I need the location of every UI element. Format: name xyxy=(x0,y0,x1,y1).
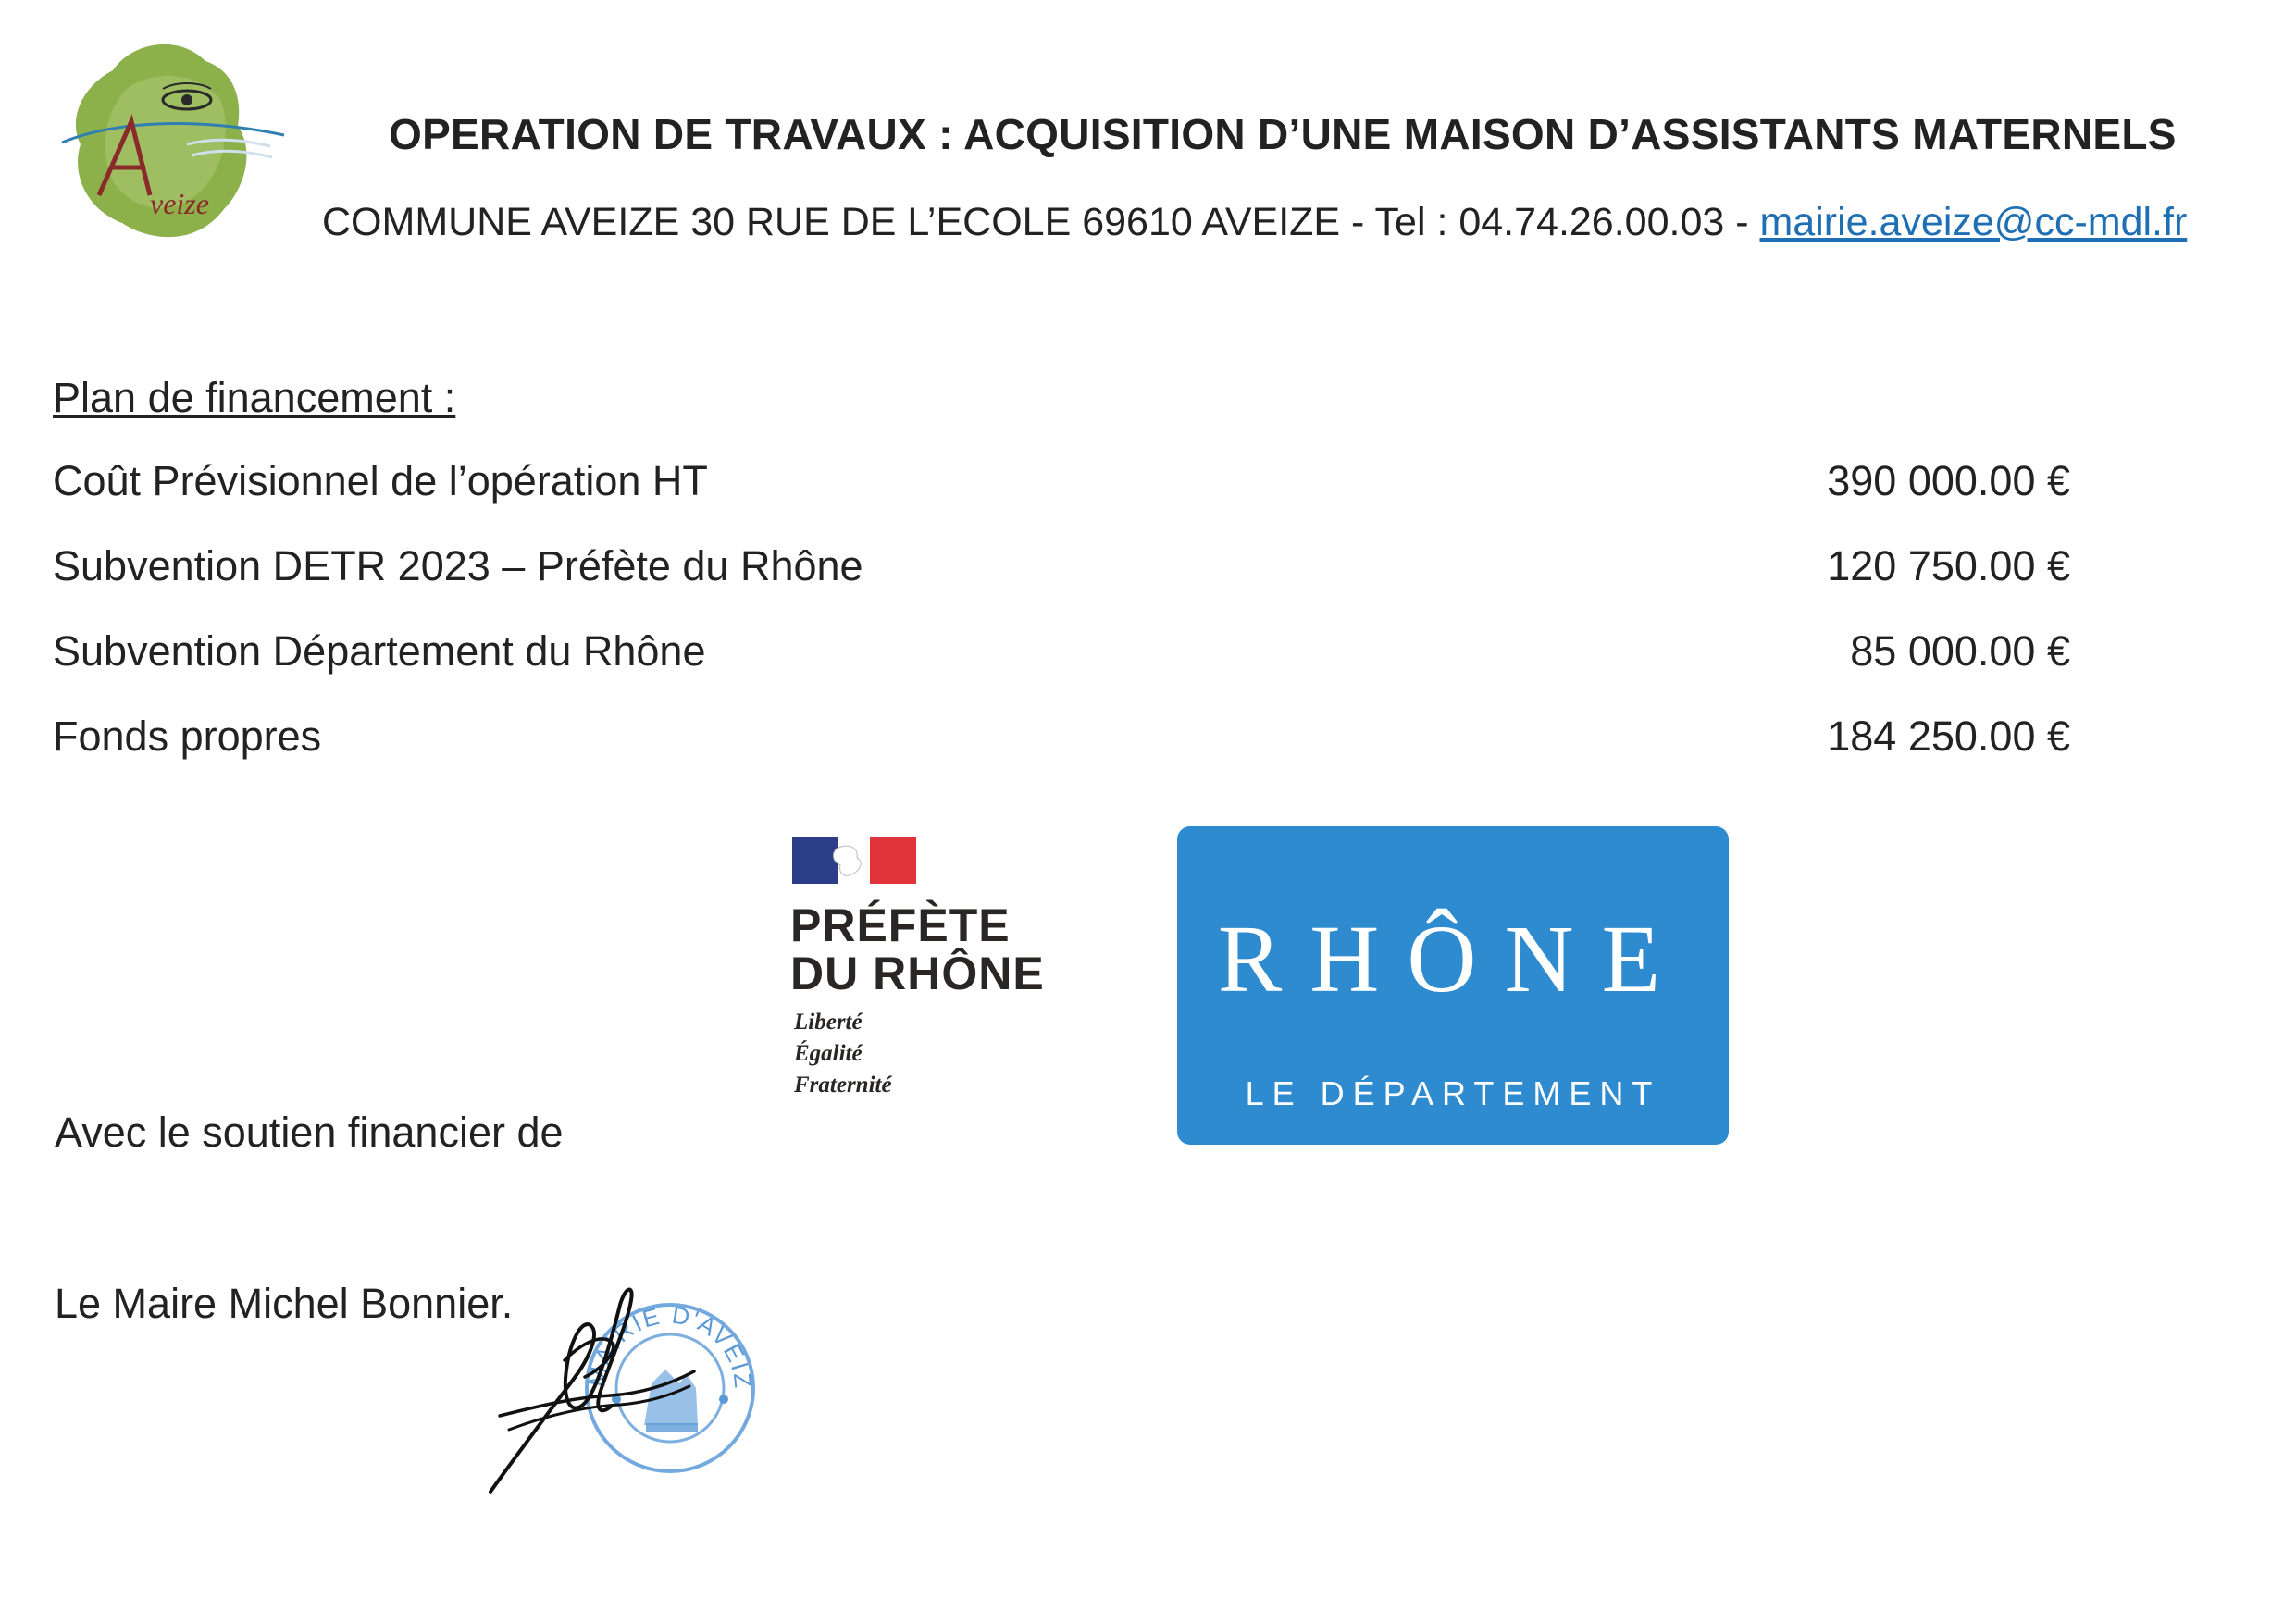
rhone-word: RHÔNE xyxy=(1217,906,1689,1012)
prefete-line1: PRÉFÈTE xyxy=(790,899,1011,951)
handwritten-signature xyxy=(481,1277,796,1499)
svg-text:MAIRIE D'AVEIZE: MAIRIE D'AVEIZ xyxy=(582,1300,758,1391)
rhone-departement-logo xyxy=(1177,826,1729,1145)
motto-egalite: Égalité xyxy=(794,1041,863,1066)
financing-row xyxy=(53,542,2070,598)
marianne-flag-icon xyxy=(792,837,916,884)
aveize-logo xyxy=(57,33,289,246)
document-title: OPERATION DE TRAVAUX : ACQUISITION D’UNE MAISON D’ASSISTANTS MATERNELS xyxy=(389,110,2177,158)
rhone-subtitle: LE DÉPARTEMENT xyxy=(1245,1074,1661,1112)
support-text: Avec le soutien financier de xyxy=(55,1109,564,1156)
commune-address xyxy=(322,200,2228,245)
financing-row xyxy=(53,627,2070,683)
financing-row xyxy=(53,457,2070,513)
row-label: Subvention Département du Rhône xyxy=(53,627,706,675)
row-amount: 120 750.00 € xyxy=(1827,542,2070,589)
row-label: Fonds propres xyxy=(53,713,322,760)
prefete-logo xyxy=(787,837,1064,1115)
svg-text:veize: veize xyxy=(150,187,209,220)
row-amount: 184 250.00 € xyxy=(1827,713,2070,760)
row-amount: 390 000.00 € xyxy=(1827,457,2070,504)
financing-row xyxy=(53,713,2070,768)
address-text: COMMUNE AVEIZE 30 RUE DE L’ECOLE 69610 AVEIZE - Tel : 04.74.26.00.03 - xyxy=(322,200,1760,244)
row-amount: 85 000.00 € xyxy=(1850,627,2070,675)
mayor-signature-line: Le Maire Michel Bonnier. xyxy=(55,1280,514,1327)
row-label: Subvention DETR 2023 – Préfète du Rhône xyxy=(53,542,863,589)
motto-fraternite: Fraternité xyxy=(794,1072,892,1097)
row-label: Coût Prévisionnel de l’opération HT xyxy=(53,457,708,504)
email-link[interactable]: mairie.aveize@cc-mdl.fr xyxy=(1759,200,2188,244)
prefete-line2: DU RHÔNE xyxy=(790,948,1045,999)
motto-liberte: Liberté xyxy=(794,1010,863,1035)
plan-heading: Plan de financement : xyxy=(53,374,456,421)
